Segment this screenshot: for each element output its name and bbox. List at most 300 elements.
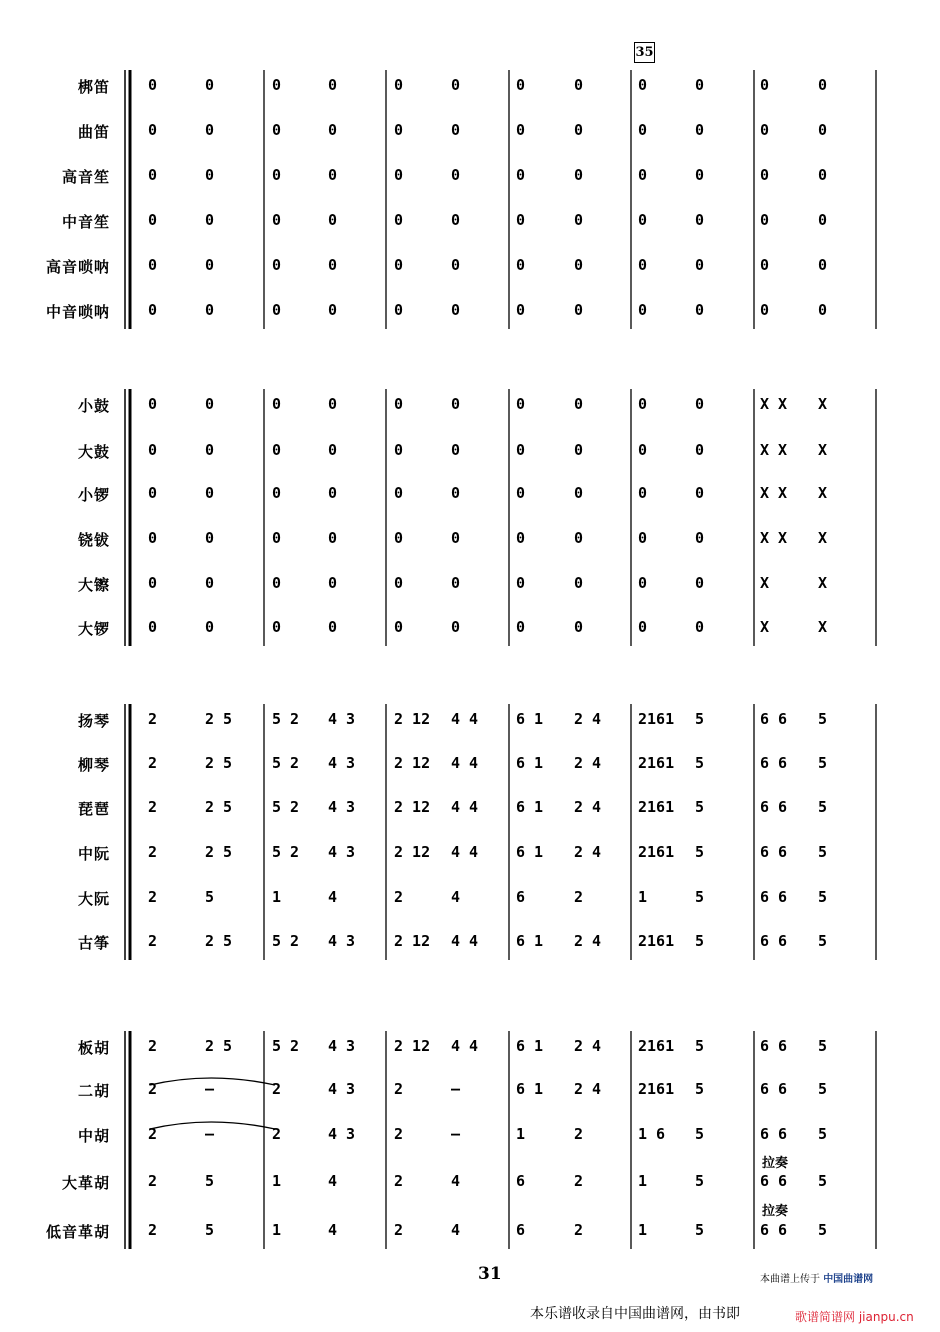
note: 5 [818, 1037, 828, 1055]
note: 0 [394, 166, 404, 184]
note: 2 [574, 1221, 584, 1239]
note: 6 1 [516, 843, 544, 861]
note: 6 6 [760, 843, 788, 861]
note: – [205, 1080, 215, 1098]
note: 4 3 [328, 754, 356, 772]
note: 1 [516, 1125, 526, 1143]
instrument-label: 大革胡 [61, 1174, 110, 1192]
note: 0 [574, 166, 584, 184]
note: 2 [574, 888, 584, 906]
note: 0 [695, 395, 705, 413]
note: 6 6 [760, 1125, 788, 1143]
bowing-mark: 拉奏 [762, 1204, 789, 1219]
instrument-label: 中阮 [77, 845, 110, 863]
note: 6 6 [760, 754, 788, 772]
note: 0 [205, 484, 215, 502]
note: 0 [451, 484, 461, 502]
note: 6 1 [516, 798, 544, 816]
note: 4 [451, 1172, 461, 1190]
note: X [760, 574, 770, 592]
note: 0 [760, 301, 770, 319]
note: 5 [818, 888, 828, 906]
note: 5 [695, 1172, 705, 1190]
watermark [795, 1308, 914, 1325]
note: 0 [451, 574, 461, 592]
note: X X [760, 395, 788, 413]
note: 0 [516, 256, 526, 274]
note: 0 [394, 121, 404, 139]
note: 0 [818, 256, 828, 274]
note: 0 [516, 618, 526, 636]
note: 0 [818, 166, 828, 184]
note: 4 [328, 1172, 338, 1190]
note: 2 12 [394, 932, 431, 950]
instrument-label: 铙钹 [77, 531, 110, 549]
note: 0 [760, 211, 770, 229]
note: 5 [695, 1080, 705, 1098]
note: 2 4 [574, 710, 602, 728]
note: 0 [451, 301, 461, 319]
note: 0 [394, 395, 404, 413]
note: 0 [328, 574, 338, 592]
instrument-label: 低音革胡 [45, 1223, 110, 1241]
footer-text: 本乐谱收录自中国曲谱网，由书即 [530, 1306, 740, 1322]
note: 2 5 [205, 710, 233, 728]
note: 4 [328, 888, 338, 906]
note: 2 [574, 1125, 584, 1143]
note: 6 6 [760, 1037, 788, 1055]
note: 4 3 [328, 932, 356, 950]
note: 0 [695, 211, 705, 229]
note: 0 [638, 484, 648, 502]
note: 2161 [638, 754, 675, 772]
note: 2 [148, 888, 158, 906]
note: 4 [451, 1221, 461, 1239]
note: 5 [695, 710, 705, 728]
note: 0 [695, 574, 705, 592]
note: 0 [451, 618, 461, 636]
note: 6 1 [516, 710, 544, 728]
note: 0 [205, 76, 215, 94]
note: 2 [148, 710, 158, 728]
instrument-label: 大镲 [77, 576, 110, 594]
note: 6 [516, 888, 526, 906]
note: 5 [818, 710, 828, 728]
note: 0 [638, 529, 648, 547]
note: 2 4 [574, 932, 602, 950]
note: – [451, 1125, 461, 1143]
note: 0 [328, 301, 338, 319]
note: 0 [638, 76, 648, 94]
note: 5 [695, 843, 705, 861]
note: 0 [328, 529, 338, 547]
instrument-label: 大鼓 [77, 443, 110, 461]
note: 0 [394, 618, 404, 636]
note: 5 [818, 843, 828, 861]
note: 0 [148, 301, 158, 319]
note: 2 [148, 1037, 158, 1055]
instrument-label: 古筝 [77, 934, 110, 952]
note: 0 [451, 76, 461, 94]
note: 5 [818, 1080, 828, 1098]
note: 5 [695, 798, 705, 816]
note: X [818, 618, 828, 636]
note: 0 [574, 618, 584, 636]
note: 1 [272, 888, 282, 906]
note: 0 [638, 211, 648, 229]
note: X [818, 395, 828, 413]
note: 0 [516, 574, 526, 592]
note: 0 [638, 395, 648, 413]
note: 0 [148, 484, 158, 502]
note: 4 3 [328, 798, 356, 816]
note: 2 5 [205, 754, 233, 772]
page-number: 31 [478, 1264, 502, 1284]
note: 0 [272, 484, 282, 502]
note: 0 [638, 441, 648, 459]
note: 0 [516, 441, 526, 459]
note: 6 6 [760, 888, 788, 906]
note: 2 12 [394, 710, 431, 728]
note: 0 [451, 395, 461, 413]
note: 0 [148, 618, 158, 636]
note: X [818, 441, 828, 459]
note: 4 3 [328, 710, 356, 728]
note: 0 [272, 395, 282, 413]
note: 4 [328, 1221, 338, 1239]
note: 0 [328, 211, 338, 229]
note: 0 [818, 76, 828, 94]
note: 2 [394, 888, 404, 906]
rehearsal-mark: 35 [634, 42, 655, 63]
bowing-mark: 拉奏 [762, 1156, 789, 1171]
note: 0 [516, 121, 526, 139]
note: 4 4 [451, 843, 479, 861]
note: 0 [394, 441, 404, 459]
instrument-label: 中音笙 [61, 213, 110, 231]
note: 5 [695, 1125, 705, 1143]
note: 0 [328, 166, 338, 184]
note: 0 [695, 441, 705, 459]
note: 6 1 [516, 1037, 544, 1055]
note: X [818, 529, 828, 547]
note: 4 4 [451, 798, 479, 816]
note: 5 [695, 1221, 705, 1239]
note: 2 12 [394, 1037, 431, 1055]
note: 0 [272, 618, 282, 636]
note: 0 [205, 529, 215, 547]
note: 0 [272, 301, 282, 319]
note: 0 [818, 301, 828, 319]
note: 5 [818, 754, 828, 772]
note: X X [760, 529, 788, 547]
note: 0 [574, 574, 584, 592]
note: 0 [574, 529, 584, 547]
note: 2161 [638, 843, 675, 861]
note: 0 [451, 211, 461, 229]
note: 0 [638, 166, 648, 184]
note: 2 [394, 1080, 404, 1098]
note: 0 [272, 166, 282, 184]
note: 0 [516, 211, 526, 229]
upload-credit [760, 1270, 873, 1285]
note: 0 [638, 618, 648, 636]
instrument-label: 柳琴 [77, 756, 110, 774]
note: 1 [638, 1172, 648, 1190]
note: 0 [574, 211, 584, 229]
note: 0 [328, 395, 338, 413]
note: 6 6 [760, 1172, 788, 1190]
instrument-label: 高音唢呐 [45, 258, 110, 276]
note: – [205, 1125, 215, 1143]
note: 0 [148, 121, 158, 139]
note: 0 [574, 441, 584, 459]
note: 4 3 [328, 1037, 356, 1055]
note: 0 [148, 441, 158, 459]
note: 0 [574, 395, 584, 413]
note: 0 [272, 441, 282, 459]
note: 0 [205, 441, 215, 459]
note: 4 4 [451, 932, 479, 950]
note: 2161 [638, 710, 675, 728]
note: 0 [638, 301, 648, 319]
instrument-label: 板胡 [77, 1039, 110, 1057]
note: 2 5 [205, 932, 233, 950]
note: 5 [818, 1221, 828, 1239]
note: 6 1 [516, 932, 544, 950]
note: 0 [638, 121, 648, 139]
instrument-label: 梆笛 [77, 78, 110, 96]
note: 1 [638, 1221, 648, 1239]
note: – [451, 1080, 461, 1098]
note: 0 [394, 484, 404, 502]
note: 0 [516, 484, 526, 502]
note: 0 [272, 529, 282, 547]
instrument-label: 小锣 [77, 486, 110, 504]
note: 5 [695, 754, 705, 772]
note: 0 [394, 301, 404, 319]
note: 0 [272, 574, 282, 592]
note: 2 [272, 1080, 282, 1098]
note: X X [760, 441, 788, 459]
note: 0 [760, 76, 770, 94]
note: 0 [516, 395, 526, 413]
note: 0 [205, 211, 215, 229]
note: 2 5 [205, 843, 233, 861]
note: 5 [695, 932, 705, 950]
note: 5 [695, 888, 705, 906]
note: 0 [638, 574, 648, 592]
note: 0 [695, 76, 705, 94]
note: 0 [394, 574, 404, 592]
note: 5 [818, 932, 828, 950]
instrument-label: 曲笛 [77, 123, 110, 141]
note: 0 [394, 76, 404, 94]
note: 2 12 [394, 843, 431, 861]
note: 0 [148, 256, 158, 274]
note: 0 [574, 256, 584, 274]
note: 2 12 [394, 754, 431, 772]
note: 0 [695, 301, 705, 319]
note: 0 [451, 256, 461, 274]
note: 6 6 [760, 798, 788, 816]
note: 2 [394, 1125, 404, 1143]
instrument-label: 小鼓 [77, 397, 110, 415]
note: 4 3 [328, 1125, 356, 1143]
note: 6 6 [760, 1080, 788, 1098]
note: 2161 [638, 798, 675, 816]
note: 5 [818, 798, 828, 816]
note: 0 [394, 211, 404, 229]
note: 0 [695, 166, 705, 184]
note: 0 [394, 256, 404, 274]
note: 4 4 [451, 754, 479, 772]
note: 6 6 [760, 1221, 788, 1239]
watermark-site: 歌谱简谱网 [795, 1310, 856, 1324]
note: X [760, 618, 770, 636]
note: 1 [638, 888, 648, 906]
note: 0 [760, 166, 770, 184]
upload-credit-prefix: 本曲谱上传于 [760, 1274, 820, 1285]
note: 0 [695, 256, 705, 274]
note: 5 2 [272, 754, 300, 772]
note: 0 [638, 256, 648, 274]
note: 0 [574, 121, 584, 139]
note: 0 [394, 529, 404, 547]
note: 0 [148, 166, 158, 184]
note: 0 [328, 441, 338, 459]
instrument-label: 琵琶 [77, 800, 110, 818]
note: 6 6 [760, 710, 788, 728]
note: 5 [205, 1221, 215, 1239]
instrument-label: 中音唢呐 [45, 303, 110, 321]
note: 5 2 [272, 710, 300, 728]
note: 5 [205, 888, 215, 906]
note: 0 [574, 76, 584, 94]
note: 4 4 [451, 710, 479, 728]
note: 0 [516, 166, 526, 184]
note: 2 [148, 754, 158, 772]
note: 5 [695, 1037, 705, 1055]
note: 2 [148, 932, 158, 950]
note: 2 5 [205, 1037, 233, 1055]
note: 6 [516, 1221, 526, 1239]
note: 2161 [638, 1037, 675, 1055]
note: 0 [205, 256, 215, 274]
note: 2 4 [574, 798, 602, 816]
note: 0 [328, 618, 338, 636]
note: 5 [205, 1172, 215, 1190]
instrument-label: 扬琴 [77, 712, 110, 730]
note: X X [760, 484, 788, 502]
note: 0 [205, 301, 215, 319]
note: 5 [818, 1172, 828, 1190]
note: 0 [516, 529, 526, 547]
note: 0 [574, 484, 584, 502]
note: 2 12 [394, 798, 431, 816]
watermark-url[interactable]: jianpu.cn [858, 1310, 914, 1324]
note: 0 [205, 618, 215, 636]
note: 5 2 [272, 798, 300, 816]
note: 0 [516, 76, 526, 94]
note: 0 [272, 211, 282, 229]
note: 0 [695, 121, 705, 139]
upload-credit-site[interactable]: 中国曲谱网 [823, 1274, 874, 1285]
note: 0 [328, 256, 338, 274]
note: 4 4 [451, 1037, 479, 1055]
note: 2 [148, 1221, 158, 1239]
instrument-label: 高音笙 [61, 168, 110, 186]
note: 0 [148, 395, 158, 413]
note: 6 1 [516, 754, 544, 772]
note: 1 [272, 1221, 282, 1239]
note: 0 [451, 121, 461, 139]
note: 0 [148, 529, 158, 547]
note: 2 [272, 1125, 282, 1143]
instrument-label: 大阮 [77, 890, 110, 908]
note: 0 [272, 121, 282, 139]
note: 2 [148, 798, 158, 816]
note: 6 1 [516, 1080, 544, 1098]
note: 0 [818, 121, 828, 139]
note: 0 [272, 76, 282, 94]
note: 0 [760, 256, 770, 274]
note: 5 [818, 1125, 828, 1143]
note: 2 4 [574, 1080, 602, 1098]
note: 0 [451, 441, 461, 459]
note: 0 [205, 395, 215, 413]
note: 6 [516, 1172, 526, 1190]
note: 2 [148, 843, 158, 861]
note: 0 [574, 301, 584, 319]
note: 0 [818, 211, 828, 229]
instrument-label: 大锣 [77, 620, 110, 638]
instrument-label: 二胡 [77, 1082, 110, 1100]
note: 4 [451, 888, 461, 906]
note: 2 [148, 1080, 158, 1098]
note: 0 [272, 256, 282, 274]
note: 0 [205, 166, 215, 184]
note: 1 6 [638, 1125, 666, 1143]
note: 4 3 [328, 843, 356, 861]
note: 2 4 [574, 843, 602, 861]
note: 0 [148, 574, 158, 592]
note: 4 3 [328, 1080, 356, 1098]
note: 0 [516, 301, 526, 319]
note: 2 [574, 1172, 584, 1190]
note: 5 2 [272, 1037, 300, 1055]
note: 1 [272, 1172, 282, 1190]
note: 2 [394, 1221, 404, 1239]
note: 0 [451, 529, 461, 547]
note: 0 [328, 484, 338, 502]
instrument-label: 中胡 [77, 1127, 110, 1145]
note: 0 [148, 211, 158, 229]
note: 2161 [638, 932, 675, 950]
note: 0 [451, 166, 461, 184]
note: 2 [394, 1172, 404, 1190]
note: 0 [148, 76, 158, 94]
note: 0 [328, 121, 338, 139]
note: X [818, 484, 828, 502]
note: 0 [328, 76, 338, 94]
note: 2 4 [574, 754, 602, 772]
note: 2161 [638, 1080, 675, 1098]
note: 2 4 [574, 1037, 602, 1055]
note: 2 5 [205, 798, 233, 816]
note: 0 [760, 121, 770, 139]
note: 5 2 [272, 932, 300, 950]
